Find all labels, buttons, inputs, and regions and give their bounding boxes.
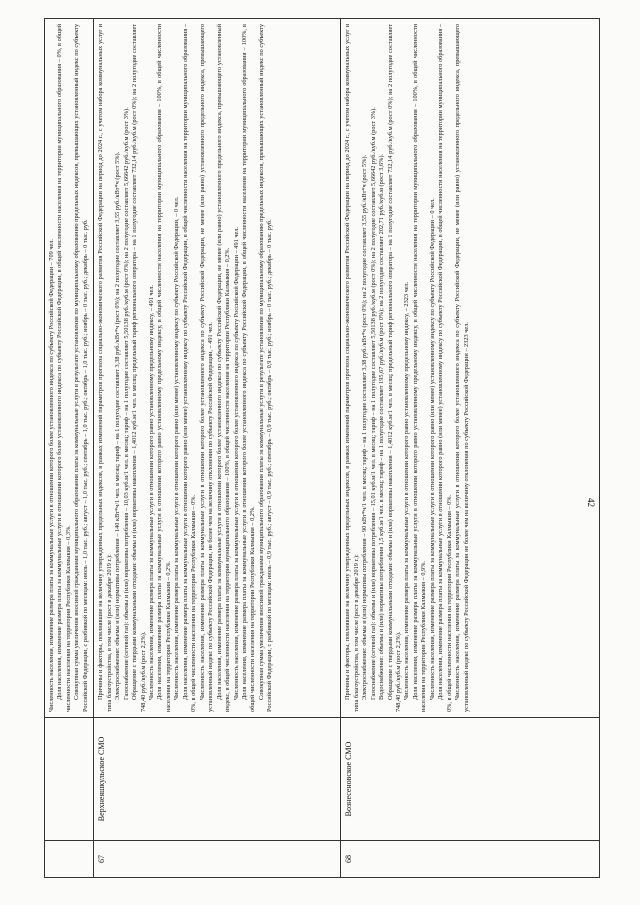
paragraph: Численность населения, изменение размера платы за коммунальные услуги в отношении которого равно установленному предельному индексу, – 491 чел.: [147, 284, 155, 700]
table-row: [94, 19, 341, 878]
paragraph: Численность населения, изменение размера платы за коммунальные услуги в отношении которого равно (или менее) установленному индексу по субъекту Российской Федерации – 0 чел.: [428, 198, 436, 700]
paragraph: Численность населения, изменение размера платы за коммунальные услуги в отношении которого более установленного индекса по субъекту Российской Федерации – 491 чел.: [232, 226, 240, 700]
paragraph: Доля населения, изменение размера платы за коммунальные услуги в отношении которого более установленного индекса по субъекту Российской Федерации, в общей численности населения на территории муниципального образования – 0%, в общей численности населения на территории Республики Калмыкия – 0,3%.: [56, 24, 72, 712]
municipality-name: Вознесеновское СМО: [341, 718, 600, 841]
paragraph: Обращение с твердыми коммунальными отходами: объемы и (или) нормативы накопления – 1,4012 куб.м/1 чел. в месяц; предельный тариф регионального оператора – на 1 полугодие составляет 732,14 руб./куб.м (рост 0%); на 2 полугодие составляет 748,40 руб./куб.м (рост 2,2%).: [131, 24, 147, 712]
paragraph: Совокупная сумма увеличения вносимой гражданами муниципального образования платы за коммунальные услуги в результате установления по муниципальному образованию предельных индексов, превышающих установленный индекс по субъекту Российской Федерации, с разбивкой по месяцам: июль – 0,9 тыс. руб.; август – 0,9 тыс. руб.; сентябрь – 0,9 тыс. руб.; октябрь – 0,9 тыс. руб.; ноябрь – 0 тыс. руб.; декабрь – 0 тыс. руб.: [257, 24, 274, 712]
paragraph: Численность населения, изменение размера платы за коммунальные услуги в отношении которого равно установленному предельному индексу, – 2323 чел.: [403, 281, 411, 700]
row-number: [45, 841, 94, 878]
paragraph: Доля населения, изменение размера платы за коммунальные услуги в отношении которого равно установленному предельному индексу, в общей численности населения на территории муниципального образования – 100%, в общей численности населения на территории Республики Калмыкия – 0,2%.: [156, 24, 172, 712]
row-description: [341, 19, 600, 718]
paragraph: Газоснабжение (сетевой газ): объемы и (или) нормативы потребления – 15,01 куб.м/1 чел. в месяц; тариф – на 1 полугодие составляет 5,50138 руб./куб.м (рост 0%); на 2 полугодие составляет 5,66642 руб./куб.м (рост 3%).: [369, 107, 377, 700]
table-row: [341, 19, 600, 878]
paragraph: Обращение с твердыми коммунальными отходами: объемы и (или) нормативы накопления – 1,4012 куб.м/1 чел. в месяц; предельный тариф регионального оператора – на 1 полугодие составляет 732,14 руб./куб.м (рост 0%); на 2 полугодие составляет 748,40 руб./куб.м (рост 2,2%).: [386, 24, 402, 712]
paragraph: Доля населения, изменение размера платы за коммунальные услуги в отношении которого более установленного индекса по субъекту Российской Федерации, в общей численности населения на территории муниципального образования – 100%, в общей численности населения на территории Республики Калмыкия – 0,2%.: [240, 24, 257, 712]
paragraph: Численность населения, изменение размера платы за коммунальные услуги в отношении которого более установленного индекса по субъекту Российской Федерации, не менее (или равно) установленного предельного индекса, превышающего установленный индекс по субъекту Российской Федерации не более чем на величину отклонения по субъекту Российской Федерации – 2323 чел.: [454, 24, 470, 712]
paragraph: Доля населения, изменение размера платы за коммунальные услуги в отношении которого более установленного индекса по субъекту Российской Федерации, не менее (или равно) установленного предельного индекса, превышающего установленный индекс, в общей численности населения на территории муниципального образования – 100%, в общей численности населения на территории Республики Калмыкия – 0,2%.: [215, 24, 232, 712]
tariff-table: [44, 18, 600, 878]
paragraph: Водоснабжение: объемы и (или) нормативы потребления 1,5 куб.м/1 чел. в месяц; тариф – на 1 полугодие составляет 195,67 руб./куб.м (рост 0%); на 2 полугодие составляет 202,71 руб./куб.м (рост 3,6%).: [378, 153, 386, 700]
row-description: [94, 19, 341, 718]
row-description: [45, 19, 94, 718]
paragraph: Численность населения, изменение размера платы за коммунальные услуги в отношении которого более установленного индекса по субъекту Российской Федерации – 709 чел.: [48, 238, 55, 712]
row-number: 67: [94, 841, 341, 878]
paragraph: Численность населения, изменение размера платы за коммунальные услуги в отношении которого более установленного индекса по субъекту Российской Федерации, не менее (или равно) установленного предельного индекса, превышающего установленный индекс по субъекту Российской Федерации, не более чем на величину отклонения по субъекту Российской Федерации, – 491 чел.: [198, 24, 215, 712]
municipality-name: Верхнеяшкульское СМО: [94, 718, 341, 841]
municipality-name: [45, 718, 94, 841]
paragraph: Электроснабжение: объемы и (или) нормативы потребления – 90 кВт*ч/1 чел. в месяц; тариф – на 1 полугодие составляет 3,38 руб./кВт*ч (рост 0%); на 2 полугодие составляет 3,55 руб./кВт*ч (рост 5%).: [361, 154, 369, 700]
rotated-table-wrapper: [44, 18, 592, 878]
paragraph: Доля населения, изменение размера платы за коммунальные услуги в отношении которого равно установленному предельному индексу, в общей численности населения на территории муниципального образования – 100%, в общей численности населения на территории Республики Калмыкия – 0,9%.: [411, 24, 428, 712]
page-number: 42: [586, 498, 596, 507]
paragraph: Совокупная сумма увеличения вносимой гражданами муниципального образования платы за коммунальные услуги в результате установления по муниципальному образованию предельных индексов, превышающих установленный индекс по субъекту Российской Федерации, с разбивкой по месяцам: июль – 1,0 тыс. руб.; август – 1,0 тыс. руб.; сентябрь – 1,0 тыс. руб.; октябрь – 1,0 тыс. руб.; ноябрь – 0 тыс. руб.; декабрь – 0 тыс. руб.: [73, 24, 89, 712]
paragraph: Причины и факторы, повлиявшие на величину утвержденных предельных индексов, в рамках изменений параметров прогноза социально-экономического развития Российской Федерации на период до 2024 г., с учетом набора коммунальных услуг и типа благоустройства, в том числе (рост в декабре 2019 г.):: [344, 24, 360, 712]
paragraph: Причины и факторы, повлиявшие на величину утвержденных предельных индексов, в рамках изменений параметров прогноза социально-экономического развития Российской Федерации на период до 2024 г., с учетом набора коммунальных услуг и типа благоустройства, в том числе (рост в декабре 2019 г.):: [97, 24, 113, 712]
table-row: [45, 19, 94, 878]
row-number: 68: [341, 841, 600, 878]
paragraph: Численность населения, изменение размера платы за коммунальные услуги в отношении которого равно (или менее) установленному индексу по субъекту Российской Федерации, – 0 чел.: [173, 196, 181, 700]
paragraph: Доля населения, изменение размера платы за коммунальные услуги в отношении которого равно (или менее) установленному индексу по субъекту Российской Федерации, в общей численности населения на территории муниципального образования – 0%, в общей численности населения на территории Республики Калмыкия – 0%.: [181, 24, 198, 712]
paragraph: Газоснабжение (сетевой газ): объемы и (или) нормативы потребления – 10,03 куб.м/1 чел. в месяц; тариф – на 1 полугодие составляет 5,50138 руб./куб.м (рост 0%); на 2 полугодие составляет 5,66642 руб./куб.м (рост 3%).: [122, 107, 130, 700]
paragraph: Электроснабжение: объемы и (или) нормативы потребления – 140 кВт*ч/1 чел. в месяц; тариф – на 1 полугодие составляет 3,38 руб./кВт*ч (рост 0%); на 2 полугодие составляет 3,55 руб./кВт*ч (рост 5%).: [114, 151, 122, 700]
paragraph: Доля населения, изменение размера платы за коммунальные услуги в отношении которого равно (или менее) установленному индексу по субъекту Российской Федерации, в общей численности населения на территории муниципального образования – 0%, в общей численности населения на территории Республики Калмыкия – 0%.: [437, 24, 453, 712]
